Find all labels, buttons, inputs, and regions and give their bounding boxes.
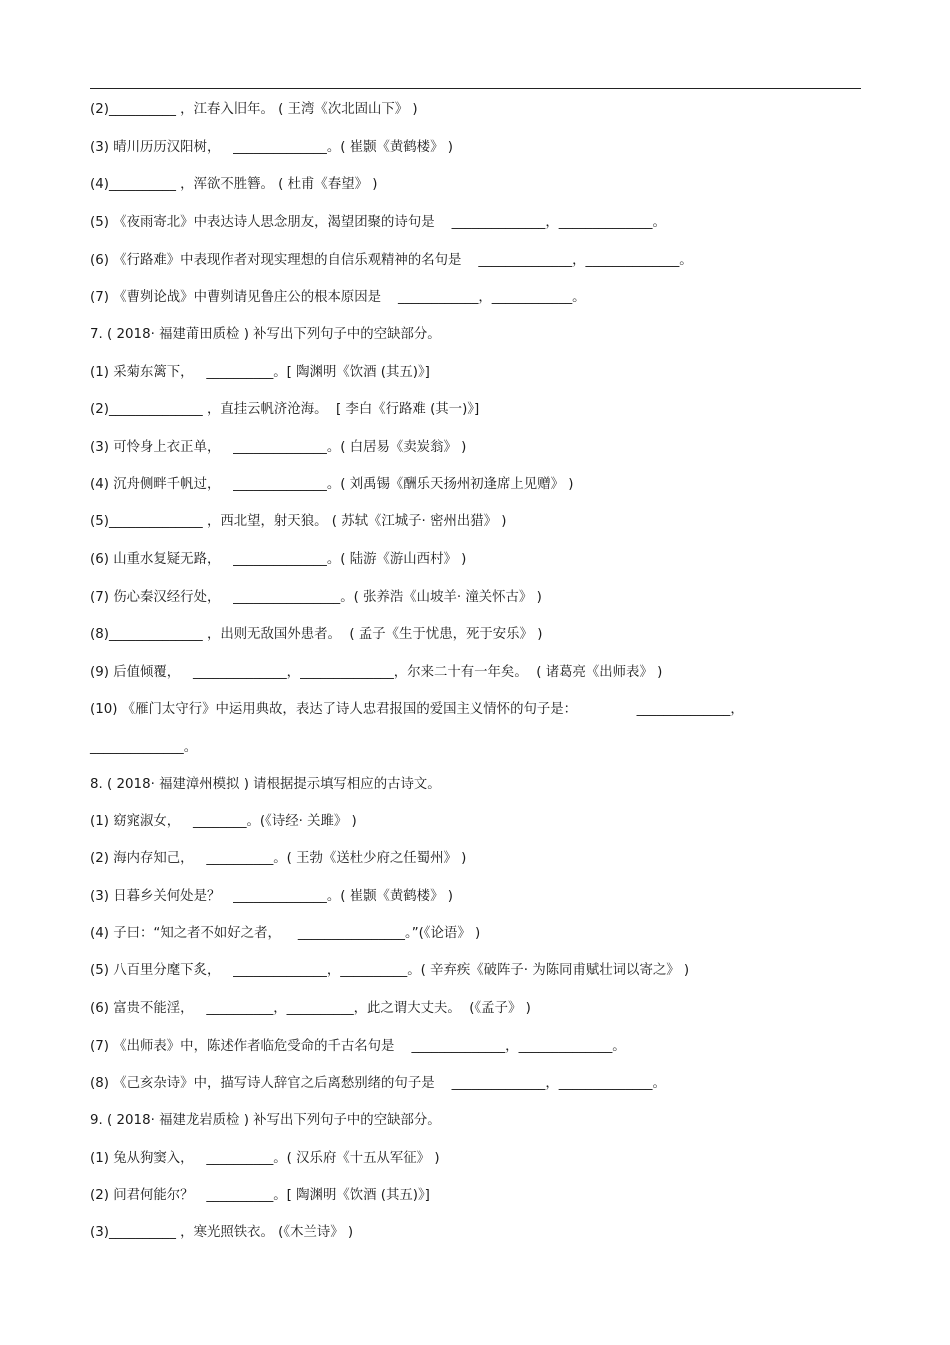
question-line: ______________。	[90, 740, 198, 755]
question-line: (7) 伤心秦汉经行处， ________________。( 张养浩《山坡羊· 潼关怀古》 )	[90, 590, 542, 605]
question-line: (6) 山重水复疑无路， ______________。( 陆游《游山西村》 )	[90, 552, 467, 567]
question-line: (3)__________ ，寒光照铁衣。 (《木兰诗》 )	[90, 1225, 354, 1240]
question-line: (5) 《夜雨寄北》中表达诗人思念朋友，渴望团聚的诗句是 ______________，______________。	[90, 215, 666, 230]
question-line: (5) 八百里分麾下炙， ______________，__________。( 辛弃疾《破阵子· 为陈同甫赋壮词以寄之》 )	[90, 963, 690, 978]
question-line: (1) 窈窕淑女， ________。(《诗经· 关雎》 )	[90, 814, 357, 829]
question-line: (7) 《曹刿论战》中曹刿请见鲁庄公的根本原因是 ____________，____________。	[90, 290, 586, 305]
question-line: (2)______________ ，直挂云帆济沧海。 [ 李白《行路难 (其一)》]	[90, 402, 480, 417]
question-line: (8)______________ ，出则无敌国外患者。 ( 孟子《生于忧患，死于安乐》 )	[90, 627, 543, 642]
question-line: (5)______________ ，西北望，射天狼。 ( 苏轼《江城子· 密州出猎》 )	[90, 514, 507, 529]
question-line: (4)__________ ，浑欲不胜簪。 ( 杜甫《春望》 )	[90, 177, 378, 192]
question-line: (10) 《雁门太守行》中运用典故，表达了诗人忠君报国的爱国主义情怀的句子是： ______________，	[90, 702, 744, 717]
question-line: (4) 沉舟侧畔千帆过， ______________。( 刘禹锡《酬乐天扬州初逢席上见赠》 )	[90, 477, 574, 492]
question-line: (6) 《行路难》中表现作者对现实理想的自信乐观精神的名句是 ______________，______________。	[90, 253, 693, 268]
question-line: (3) 可怜身上衣正单， ______________。( 白居易《卖炭翁》 )	[90, 440, 467, 455]
question-line: (2) 海内存知己， __________。( 王勃《送杜少府之任蜀州》 )	[90, 851, 467, 866]
question-line: (2)__________ ，江春入旧年。 ( 王湾《次北固山下》 )	[90, 102, 418, 117]
question-line: (9) 后值倾覆， ______________，______________，尔来二十有一年矣。 ( 诸葛亮《出师表》 )	[90, 665, 663, 680]
question-line: (6) 富贵不能淫， __________，__________，此之谓大丈夫。 (《孟子》 )	[90, 1001, 531, 1016]
section-heading: 8. ( 2018· 福建漳州模拟 ) 请根据提示填写相应的古诗文。	[90, 777, 441, 792]
question-line: (4) 子曰：“知之者不如好之者， ________________。”(《论语》 )	[90, 926, 481, 941]
question-line: (7) 《出师表》中，陈述作者临危受命的千古名句是 ______________，______________。	[90, 1039, 626, 1054]
question-line: (3) 晴川历历汉阳树， ______________。( 崔颢《黄鹤楼》 )	[90, 140, 453, 155]
section-heading: 7. ( 2018· 福建莆田质检 ) 补写出下列句子中的空缺部分。	[90, 327, 441, 342]
section-heading: 9. ( 2018· 福建龙岩质检 ) 补写出下列句子中的空缺部分。	[90, 1113, 441, 1128]
question-line: (3) 日暮乡关何处是？ ______________。( 崔颢《黄鹤楼》 )	[90, 889, 453, 904]
question-line: (1) 采菊东篱下， __________。[ 陶渊明《饮酒 (其五)》]	[90, 365, 430, 380]
question-line: (2) 问君何能尔？ __________。[ 陶渊明《饮酒 (其五)》]	[90, 1188, 430, 1203]
question-list	[90, 0, 861, 1345]
question-line: (1) 兔从狗窦入， __________。( 汉乐府《十五从军征》 )	[90, 1151, 440, 1166]
question-line: (8) 《己亥杂诗》中，描写诗人辞官之后离愁别绪的句子是 ______________，______________。	[90, 1076, 666, 1091]
